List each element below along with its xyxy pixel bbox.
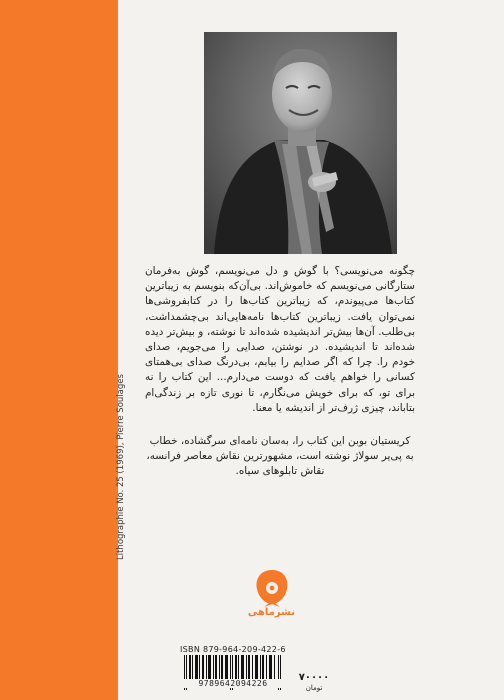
publisher-logo (249, 567, 295, 627)
painting-credit-text: Lithographie No. 25 (1969), Pierre Soulages (116, 374, 126, 560)
price-unit: تومان (305, 684, 323, 692)
blurb-paragraph: چگونه می‌نویسی؟ با گوش و دل می‌نویسم، گوش به‌فرمان ستارگانی می‌نویسم که خاموش‌اند. بی‌آن‌که بنویسم به زیباترین کتاب‌ها می‌پیوندم، که زیباترین کتاب‌ها را در کتابفروشی‌ها نمی‌توان یافت. زیباترین کتاب‌ها نامه‌هایی‌اند بی‌چشمداشت، بی‌طلب. آن‌ها بیش‌تر اندیشیده شده‌اند تا نوشته، و بیش‌تر دیده شده‌اند تا اندیشیده. در نوشتن، صدایی را می‌جویم، صدای خودم را. چرا که اگر صدایم را بیابم، بی‌درنگ صدای بی‌همتای کسانی را خواهم یافت که دوست می‌دارم... این کتاب را نه برای تو، که برای خویش می‌نگارم، تا نوری تازه بر زندگی‌ام بتاباند، چیزی ژرف‌تر از اندیشه یا معنا. (145, 265, 415, 414)
price-value: ۷۰۰۰۰ (298, 672, 330, 683)
price-tag (292, 672, 336, 692)
orange-spine-band (0, 0, 118, 700)
back-cover-text (145, 264, 415, 480)
isbn-text: ISBN 879-964-209-422-6 (180, 645, 286, 654)
summary-paragraph: کریستیان بوبن این کتاب را، به‌سان نامه‌ای سرگشاده، خطاب به پی‌یر سولاژ نوشته است، مشهورترین نقاش معاصر فرانسه، نقاش تابلوهای سیاه. (146, 435, 414, 478)
publisher-name: نشرماهی (247, 607, 295, 618)
barcode-digits: 9789642094226 (180, 679, 286, 688)
author-photo (204, 32, 397, 254)
fish-logo-icon (249, 567, 295, 607)
